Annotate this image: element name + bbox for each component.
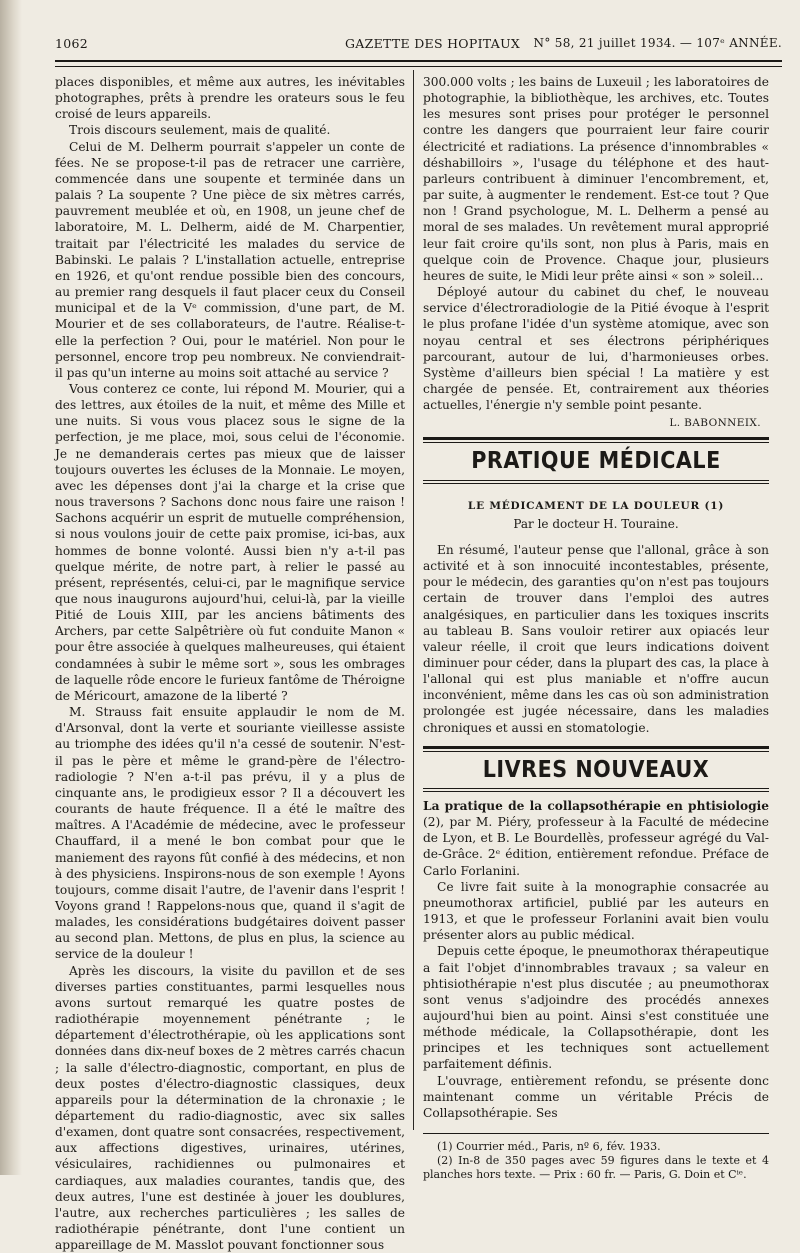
section-livres-nouveaux [423, 746, 769, 792]
section-rule [423, 480, 769, 484]
paragraph: 300.000 volts ; les bains de Luxeuil ; les laboratoires de photographie, la bibliothèque, les archives, etc. Toutes les mesures sont prises pour protéger le personnel contre les dangers que pourraient leur faire courir électricité et radiations. La présence d'innombrables « déshabilloirs », l'usage du téléphone et des haut-parleurs contribuent à diminuer l'encombrement, et, par suite, à augmenter le rendement. Est-ce tout ? Que non ! Grand psychologue, M. L. Delherm a pensé au moral de ses malades. Un revêtement mural approprié leur fait croire qu'ils sont, non plus à Paris, mais en quelque coin de Provence. Chaque jour, plusieurs heures de suite, le Midi leur prête ainsi « son » soleil... [423, 75, 769, 283]
column-divider [413, 70, 414, 1130]
footnote: (1) Courrier méd., Paris, nº 6, fév. 1933. [437, 1140, 661, 1154]
paragraph: L'ouvrage, entièrement refondu, se présente donc maintenant comme un véritable Précis de Collapsothérapie. Ses [423, 1073, 769, 1120]
issue-date: N° 58, 21 juillet 1934. — 107ᵉ ANNÉE. [533, 36, 782, 50]
paragraph: Trois discours seulement, mais de qualité. [69, 123, 331, 138]
footnote: (2) In-8 de 350 pages avec 59 figures dans le texte et 4 planches hors texte. — Prix : 60 fr. — Paris, G. Doin et Cⁱᵉ. [423, 1154, 769, 1182]
paragraph: places disponibles, et même aux autres, les inévitables photographes, prêts à prendre les orateurs sous le feu croisé de leurs appareils. [55, 75, 405, 122]
section-rule [423, 788, 769, 792]
article-title: LE MÉDICAMENT DE LA DOULEUR (1) [467, 499, 725, 512]
page-header [55, 36, 782, 58]
page-number: 1062 [55, 36, 89, 51]
book-details: (2), par M. Piéry, professeur à la Faculté de médecine de Lyon, et B. Le Bourdellès, professeur agrégé du Val-de-Grâce. 2ᵉ édition, entièrement refondue. Préface de Carlo Forlanini. [423, 815, 769, 878]
paragraph: Ce livre fait suite à la monographie consacrée au pneumothorax artificiel, publié par les auteurs en 1913, et que le professeur Forlanini avait bien voulu présenter alors au public médical. [423, 879, 769, 943]
section-heading: PRATIQUE MÉDICALE [471, 448, 721, 475]
section-rule [423, 437, 769, 443]
footnote-rule [423, 1133, 769, 1134]
section-heading: LIVRES NOUVEAUX [482, 756, 710, 783]
journal-title: GAZETTE DES HOPITAUX [345, 36, 521, 51]
left-column [55, 74, 405, 1253]
paragraph: En résumé, l'auteur pense que l'allonal, grâce à son activité et à son innocuité incontestables, présente, pour le médecin, des garanties qu'on n'est pas toujours certain de trouver dans l'emploi des autres analgésiques, en particulier dans les toxiques inscrits au tableau B. Sans vouloir retirer aux opiacés leur valeur réelle, il croit que leurs indications doivent diminuer pour céder, dans la plupart des cas, la place à l'allonal qui est plus maniable et n'offre aucun inconvénient, même dans les cas où son administration prolongée est jugée nécessaire, dans les maladies chroniques et aussi en stomatologie. [423, 542, 769, 735]
paragraph: Après les discours, la visite du pavillon et de ses diverses parties constituantes, parmi lesquelles nous avons surtout remarqué les quatre postes de radiothérapie moyennement pénétrante ; le département d'électrothérapie, où les applications sont données dans dix-neuf boxes de 2 mètres carrés chacun ; la salle d'électro-diagnostic, comportant, en plus de deux postes d'électro-diagnostic classiques, deux appareils pour la détermination de la chronaxie ; le département du radio-diagnostic, avec six salles d'examen, dont quatre sont consacrées, respectivement, aux affections digestives, urinaires, utérines, vésiculaires, rachidiennes ou pulmonaires et cardiaques, aux maladies courantes, tandis que, des deux autres, l'une est destinée à jouer les doublures, l'autre, aux recherches particulières ; les salles de radiothérapie pénétrante, dont l'une contient un appareillage de M. Masslot pouvant fonctionner sous [55, 963, 405, 1253]
book-title: La pratique de la collapsothérapie en phtisiologie [423, 798, 769, 813]
paragraph: Vous conterez ce conte, lui répond M. Mourier, qui a des lettres, aux étoiles de la nuit, et même des Mille et une nuits. Si vous vous placez sous le signe de la perfection, je me place, moi, sous celui de l'économie. Je ne demanderais certes pas mieux que de laisser toujours ouvertes les écluses de la Monnaie. Le moyen, avec les dépenses dont j'ai la charge et la crise que nous traversons ? Sachons donc nous faire une raison ! Sachons acquérir un esprit de mutuelle compréhension, si nous voulons jouir de cette paix promise, ici-bas, aux hommes de bonne volonté. Aussi bien n'y a-t-il pas quelque mérite, de notre part, à relier le passé au présent, représentés, celui-ci, par le magnifique service que nous inaugurons aujourd'hui, celui-là, par la vieille Pitié de Louis XIII, par les anciens bâtiments des Archers, par cette Salpêtrière où fut conduite Manon « pour être associée à quelques malheureuses, qui étaient condamnées à subir le même sort », sous les ombrages de laquelle rôde encore le furieux fantôme de Théroigne de Méricourt, amazone de la liberté ? [55, 381, 405, 703]
page-binding-shadow [0, 0, 22, 1175]
paragraph: Déployé autour du cabinet du chef, le nouveau service d'électroradiologie de la Pitié évoque à l'esprit le plus profane l'idée d'un système atomique, avec son noyau central et ses électrons périphériques parcourant, autour de lui, d'harmonieuses orbes. Système d'ailleurs bien spécial ! La matière y est chargée de pensée. Et, contrairement aux théories actuelles, l'énergie n'y semble point pesante. [423, 285, 769, 413]
book-entry [423, 798, 769, 879]
right-column [423, 74, 769, 1182]
section-pratique-medicale [423, 437, 769, 483]
section-rule [423, 746, 769, 752]
header-rule [55, 60, 782, 67]
paragraph: Celui de M. Delherm pourrait s'appeler un conte de fées. Ne se propose-t-il pas de retracer une carrière, commencée dans une soupente et terminée dans un palais ? La soupente ? Une pièce de six mètres carrés, pauvrement meublée et où, en 1908, un jeune chef de laboratoire, M. L. Delherm, aidé de M. Charpentier, traitait par l'électricité les malades du service de Babinski. Le palais ? L'installation actuelle, entreprise en 1926, et qu'ont rendue possible bien des concours, au premier rang desquels il faut placer ceux du Conseil municipal et de la Vᵉ commission, d'une part, de M. Mourier et de ses collaborateurs, de l'autre. Réalise-t-elle la perfection ? Oui, pour le matériel. Non pour le personnel, encore trop peu nombreux. Ne conviendrait-il pas qu'un interne au moins soit attaché au service ? [55, 139, 405, 380]
paragraph: M. Strauss fait ensuite applaudir le nom de M. d'Arsonval, dont la verte et souriante vieillesse assiste au triomphe des idées qu'il n'a cessé de soutenir. N'est-il pas le père et même le grand-père de l'électro-radiologie ? N'en a-t-il pas prévu, il y a plus de cinquante ans, le prodigieux essor ? Il a découvert les courants de haute fréquence. Il a été le maître des maîtres. A l'Académie de médecine, avec le professeur Chauffard, il a mené le bon combat pour que le maniement des rayons fût confié à des médecins, et non à des physiciens. Inspirons-nous de son exemple ! Ayons toujours, comme disait l'autre, de l'avenir dans l'esprit ! Voyons grand ! Rappelons-nous que, quand il s'agit de malades, les considérations budgétaires doivent passer au second plan. Mettons, de plus en plus, la science au service de la douleur ! [55, 705, 405, 962]
article-signature: L. BABONNEIX. [669, 417, 761, 430]
paragraph: Depuis cette époque, le pneumothorax thérapeutique a fait l'objet d'innombrables travaux ; sa valeur en phtisiothérapie n'est plus discutée ; au pneumothorax sont venus s'adjoindre des procédés annexes aujourd'hui bien au point. Ainsi s'est constituée une méthode médicale, la Collapsothérapie, dont les principes et les techniques sont actuellement parfaitement définis. [423, 944, 769, 1072]
article-author: Par le docteur H. Touraine. [513, 516, 679, 531]
